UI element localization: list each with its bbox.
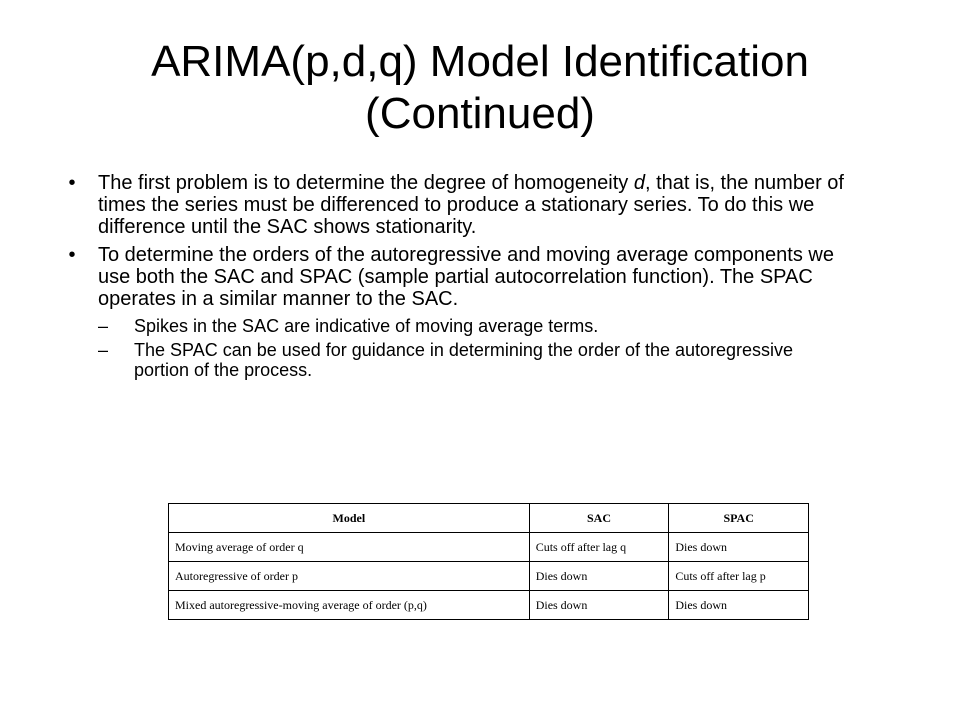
cell-sac: Dies down xyxy=(529,591,669,620)
cell-sac: Dies down xyxy=(529,562,669,591)
bullet-text-end: , that is, the number of times the series must be differenced to produce a stationary series. To do this we difference until the SAC shows stationarity. xyxy=(98,172,844,238)
cell-spac: Cuts off after lag p xyxy=(669,562,809,591)
bullet-marker: • xyxy=(68,244,76,266)
sub-bullet-marker: – xyxy=(98,340,109,360)
cell-model: Moving average of order q xyxy=(169,533,530,562)
cell-sac: Cuts off after lag q xyxy=(529,533,669,562)
cell-model: Mixed autoregressive-moving average of order (p,q) xyxy=(169,591,530,620)
header-model: Model xyxy=(169,504,530,533)
sub-bullet-text: Spikes in the SAC are indicative of moving average terms. xyxy=(134,316,599,336)
sub-bullet-marker: – xyxy=(98,316,109,336)
sub-bullet-item-spac-guidance xyxy=(88,340,848,380)
bullet-emphasis-d: d xyxy=(633,172,645,194)
bullet-item-orders xyxy=(68,244,848,310)
table-row xyxy=(169,562,809,591)
slide-title xyxy=(80,36,880,140)
cell-spac: Dies down xyxy=(669,533,809,562)
model-identification-table xyxy=(168,503,809,620)
title-line-1: ARIMA(p,d,q) Model Identification xyxy=(151,37,809,86)
header-sac: SAC xyxy=(529,504,669,533)
table-header-row xyxy=(169,504,809,533)
bullet-list xyxy=(68,172,848,384)
table-row xyxy=(169,591,809,620)
header-spac: SPAC xyxy=(669,504,809,533)
title-line-2: (Continued) xyxy=(365,89,595,138)
bullet-text-start: The first problem is to determine the degree of homogeneity xyxy=(98,172,634,194)
bullet-text: To determine the orders of the autoregressive and moving average components we use both the SAC and SPAC (sample partial autocorrelation function). The SPAC operates in a similar manner to the SAC. xyxy=(98,244,834,310)
table-row xyxy=(169,533,809,562)
bullet-item-homogeneity xyxy=(68,172,848,238)
sub-bullet-text: The SPAC can be used for guidance in determining the order of the autoregressive portion of the process. xyxy=(134,340,794,380)
bullet-marker: • xyxy=(68,172,76,194)
cell-spac: Dies down xyxy=(669,591,809,620)
cell-model: Autoregressive of order p xyxy=(169,562,530,591)
sub-bullet-item-sac-spikes xyxy=(88,316,848,336)
